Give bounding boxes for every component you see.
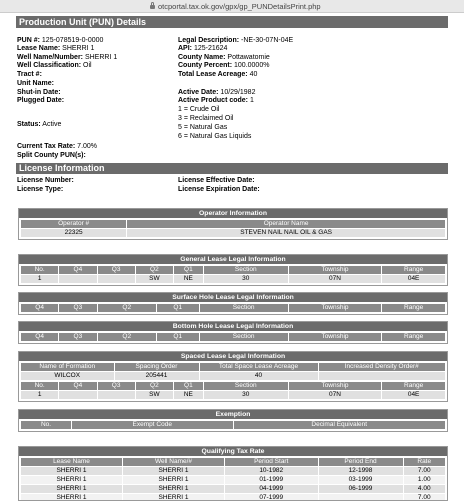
table-cell: 205441 [114,372,199,381]
col-header: Spacing Order [114,363,199,372]
col-header: Township [288,304,382,313]
table-cell: 06-1999 [318,485,403,494]
col-header: Period End [318,458,403,467]
pun-field [17,45,94,53]
license-type-label: License Type: [17,186,63,194]
table-row [21,485,446,494]
general-legal-table [20,265,446,284]
field-value: 7.00% [77,143,97,150]
col-header: Section [203,382,288,391]
table-cell: SHERRI 1 [21,467,123,476]
address-bar[interactable] [150,1,321,11]
col-header: Q3 [59,333,97,342]
col-header: No. [21,382,59,391]
table-cell [59,391,97,400]
table-cell: 04E [382,391,446,400]
field-label: Split County PUN(s): [17,152,86,159]
field-value: 10/29/1982 [220,89,255,96]
table-row [21,275,446,284]
field-label: County Percent: [178,62,232,69]
field-label: Total Lease Acreage: [178,71,248,78]
field-label: Active Date: [178,89,218,96]
field-label: Current Tax Rate: [17,143,75,150]
field-label: Status: [17,121,41,128]
license-number-label: License Number: [17,177,74,185]
col-header: Q4 [21,304,59,313]
lock-icon [150,5,155,9]
pun-field [178,97,254,105]
pun-field [178,89,255,97]
product-code-item: 5 = Natural Gas [178,124,227,132]
table-row [21,372,446,381]
browser-toolbar [0,0,464,13]
pun-field [178,54,270,62]
pun-section-header: Production Unit (PUN) Details [16,16,448,28]
operator-info-title: Operator Information [19,209,447,218]
pun-field [178,62,269,70]
operator-number: 22325 [21,229,127,238]
col-header: Lease Name [21,458,123,467]
table-cell: 30 [203,275,288,284]
col-header: Exempt Code [72,421,234,430]
field-label: County Name: [178,54,225,61]
col-header: Operator Name [127,220,446,229]
table-cell [59,275,97,284]
table-row [21,467,446,476]
table-row [21,476,446,485]
col-header: Q1 [157,304,200,313]
col-header: Q3 [97,382,135,391]
table-cell: SHERRI 1 [21,485,123,494]
table-cell [97,275,135,284]
col-header: No. [21,266,59,275]
pun-field [17,71,42,79]
col-header: Q3 [59,304,97,313]
general-legal-title: General Lease Legal Information [19,255,447,264]
col-header: Q2 [97,333,157,342]
table-cell: 07N [288,391,382,400]
table-cell: 07N [288,275,382,284]
col-header: Rate [403,458,446,467]
col-header: Q2 [135,382,173,391]
field-label: Well Classification: [17,62,81,69]
table-cell: 12-1998 [318,467,403,476]
pun-field [17,62,92,70]
pun-field [178,71,257,79]
operator-name: STEVEN NAIL NAIL OIL & GAS [127,229,446,238]
col-header: Q1 [174,382,204,391]
field-value: Oil [83,62,92,69]
tax-rate-table [20,457,446,501]
tax-rate-box [18,446,448,501]
col-header: Increased Density Order# [318,363,446,372]
field-label: Well Name/Number: [17,54,83,61]
field-label: Legal Description: [178,37,239,44]
field-value: 40 [250,71,258,78]
col-header: Section [199,333,288,342]
pun-field [17,89,61,97]
col-header: Q4 [59,382,97,391]
product-code-item: 6 = Natural Gas Liquids [178,133,251,141]
field-label: Plugged Date: [17,97,64,104]
field-value: SHERRI 1 [85,54,117,61]
field-value: 125-078519-0-0000 [42,37,104,44]
col-header: Q4 [21,333,59,342]
table-cell: SHERRI 1 [21,476,123,485]
col-header: Q1 [157,333,200,342]
field-label: Lease Name: [17,45,60,52]
col-header: Q1 [174,266,204,275]
product-code-item: 1 = Crude Oil [178,106,219,114]
exemption-title: Exemption [19,410,447,419]
surface-legal-table [20,303,446,313]
table-cell: SW [135,275,173,284]
spaced-legal-box [18,351,448,402]
field-value: -NE-30-07N-04E [241,37,293,44]
product-code-item: 3 = Reclaimed Oil [178,115,233,123]
col-header: Decimal Equivalent [233,421,446,430]
table-cell: 1 [21,391,59,400]
field-label: API: [178,45,192,52]
tax-rate-title: Qualifying Tax Rate [19,447,447,456]
table-cell: 1 [21,275,59,284]
license-section-header: License Information [16,163,448,174]
table-cell: SHERRI 1 [123,494,225,501]
table-cell: WILCOX [21,372,115,381]
col-header: Township [288,266,382,275]
field-label: PUN #: [17,37,40,44]
table-cell: 03-1999 [318,476,403,485]
field-value: 125-21624 [194,45,227,52]
table-cell: SHERRI 1 [123,485,225,494]
bottom-legal-box [18,321,448,344]
pun-field [17,80,54,88]
surface-legal-box [18,292,448,315]
table-cell: SHERRI 1 [123,467,225,476]
pun-field [17,143,97,151]
url-text: otcportal.tax.ok.gov/gpx/gp_PUNDetailsPrint.php [158,2,321,11]
license-effective-label: License Effective Date: [178,177,255,185]
operator-table [20,219,446,238]
table-cell: 04E [382,275,446,284]
general-legal-box [18,254,448,286]
surface-legal-title: Surface Hole Lease Legal Information [19,293,447,302]
table-cell: 10-1982 [225,467,319,476]
table-cell: 30 [203,391,288,400]
field-value: Active [42,121,61,128]
col-header: Range [382,266,446,275]
col-header: Operator # [21,220,127,229]
operator-info-box [18,208,448,240]
table-cell: 40 [199,372,318,381]
exemption-box [18,409,448,432]
table-cell: 04-1999 [225,485,319,494]
pun-field [17,121,61,129]
table-cell: SW [135,391,173,400]
col-header: Township [288,382,382,391]
col-header: Name of Formation [21,363,115,372]
field-value: 1 [250,97,254,104]
pun-field [178,37,293,45]
col-header: Q2 [135,266,173,275]
table-cell [318,494,403,501]
col-header: Range [382,333,446,342]
bottom-legal-title: Bottom Hole Lease Legal Information [19,322,447,331]
table-cell: SHERRI 1 [21,494,123,501]
spaced-table-top [20,362,446,381]
col-header: Well Name/# [123,458,225,467]
pun-field [178,45,227,53]
col-header: Section [199,304,288,313]
pun-field [17,54,117,62]
field-label: Unit Name: [17,80,54,87]
table-cell: 01-1999 [225,476,319,485]
table-cell: NE [174,275,204,284]
table-cell: 1.00 [403,476,446,485]
col-header: Section [203,266,288,275]
col-header: Total Space Lease Acreage [199,363,318,372]
table-row [21,494,446,501]
table-cell: 4.00 [403,485,446,494]
col-header: Q4 [59,266,97,275]
exemption-table [20,420,446,430]
spaced-table-bottom [20,381,446,400]
pun-field [17,152,86,160]
field-value: 100.0000% [234,62,269,69]
table-cell [97,391,135,400]
col-header: No. [21,421,72,430]
col-header: Period Start [225,458,319,467]
col-header: Range [382,304,446,313]
pun-field [17,37,103,45]
table-cell: 7.00 [403,467,446,476]
spaced-legal-title: Spaced Lease Legal Information [19,352,447,361]
table-cell: SHERRI 1 [123,476,225,485]
table-cell: 07-1999 [225,494,319,501]
table-row [21,229,446,238]
col-header: Q2 [97,304,157,313]
field-label: Tract #: [17,71,42,78]
field-label: Shut-in Date: [17,89,61,96]
col-header: Township [288,333,382,342]
bottom-legal-table [20,332,446,342]
table-cell: 7.00 [403,494,446,501]
field-value: Pottawatomie [227,54,269,61]
field-label: Active Product code: [178,97,248,104]
col-header: Q3 [97,266,135,275]
col-header: Range [382,382,446,391]
table-cell [318,372,446,381]
field-value: SHERRI 1 [62,45,94,52]
pun-field [17,97,64,105]
table-cell: NE [174,391,204,400]
table-row [21,391,446,400]
license-expiration-label: License Expiration Date: [178,186,260,194]
